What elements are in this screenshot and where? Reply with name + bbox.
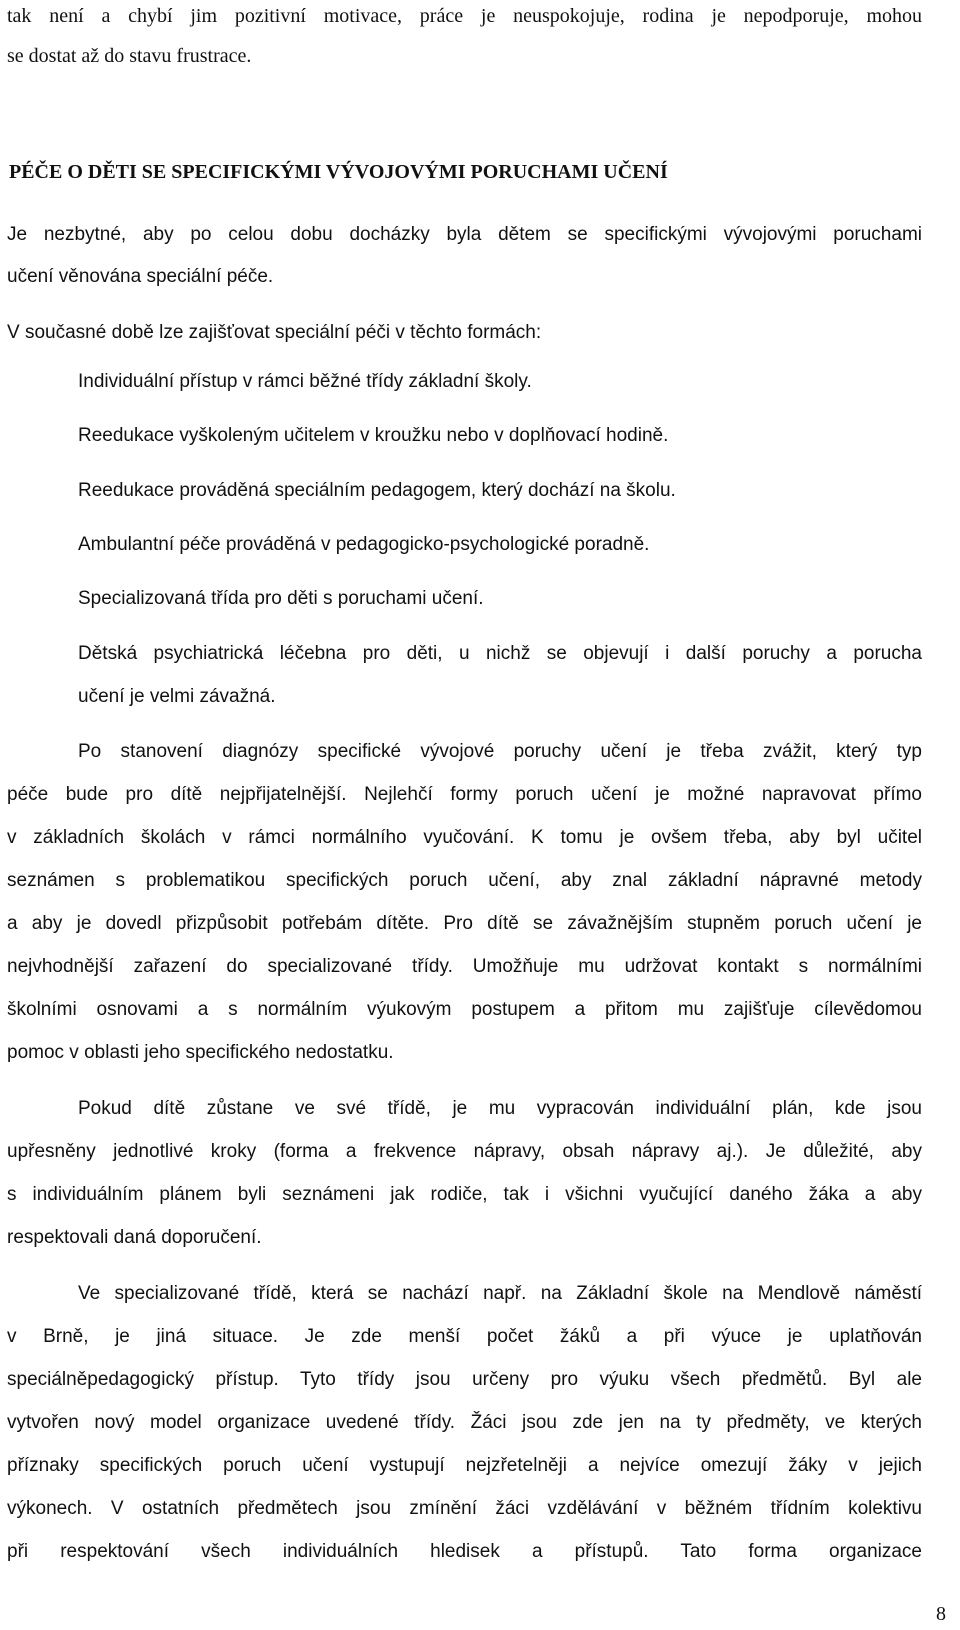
list-item: Ambulantní péče prováděná v pedagogicko-psychologické poradně.	[78, 534, 650, 555]
forms-intro: V současné době lze zajišťovat speciální péči v těchto formách:	[7, 322, 542, 343]
paragraph-line: Pokud dítě zůstane ve své třídě, je mu vypracován individuální plán, kde jsou	[78, 1098, 922, 1119]
paragraph-line: seznámen s problematikou specifických poruch učení, aby znal základní nápravné metody	[7, 870, 922, 891]
paragraph-line: v Brně, je jiná situace. Je zde menší počet žáků a při výuce je uplatňován	[7, 1326, 922, 1347]
paragraph-line: respektovali daná doporučení.	[7, 1227, 262, 1248]
paragraph-line: výkonech. V ostatních předmětech jsou zmínění žáci vzdělávání v běžném třídním kolektivu	[7, 1498, 922, 1519]
paragraph-line: vytvořen nový model organizace uvedené třídy. Žáci jsou zde jen na ty předměty, ve kterých	[7, 1412, 922, 1433]
list-item: učení je velmi závažná.	[78, 686, 276, 707]
list-item: Reedukace vyškoleným učitelem v kroužku nebo v doplňovací hodině.	[78, 425, 669, 446]
paragraph-line: příznaky specifických poruch učení vystupují nejzřetelněji a nejvíce omezují žáky v jejich	[7, 1455, 922, 1476]
paragraph-line: Po stanovení diagnózy specifické vývojové poruchy učení je třeba zvážit, který typ	[78, 741, 922, 762]
paragraph-line: školními osnovami a s normálním výukovým postupem a přitom mu zajišťuje cílevědomou	[7, 999, 922, 1020]
text-line: se dostat až do stavu frustrace.	[7, 45, 252, 67]
list-item: Dětská psychiatrická léčebna pro děti, u nichž se objevují i další poruchy a porucha	[78, 643, 922, 664]
paragraph-line: upřesněny jednotlivé kroky (forma a frekvence nápravy, obsah nápravy aj.). Je důležité, aby	[7, 1141, 922, 1162]
text-line: učení věnována speciální péče.	[7, 266, 274, 287]
text-line: Je nezbytné, aby po celou dobu docházky byla dětem se specifickými vývojovými poruchami	[7, 224, 922, 245]
page-number: 8	[936, 1603, 946, 1625]
list-item: Individuální přístup v rámci běžné třídy základní školy.	[78, 371, 532, 392]
paragraph-line: Ve specializované třídě, která se nachází např. na Základní škole na Mendlově náměstí	[78, 1283, 922, 1304]
text-line: tak není a chybí jim pozitivní motivace, práce je neuspokojuje, rodina je nepodporuje, mohou	[7, 5, 922, 27]
section-heading: PÉČE O DĚTI SE SPECIFICKÝMI VÝVOJOVÝMI PORUCHAMI UČENÍ	[9, 161, 668, 183]
paragraph-line: péče bude pro dítě nejpřijatelnější. Nejlehčí formy poruch učení je možné napravovat přímo	[7, 784, 922, 805]
paragraph-line: nejvhodnější zařazení do specializované třídy. Umožňuje mu udržovat kontakt s normálními	[7, 956, 922, 977]
list-item: Specializovaná třída pro děti s poruchami učení.	[78, 588, 484, 609]
list-item: Reedukace prováděná speciálním pedagogem, který dochází na školu.	[78, 480, 676, 501]
paragraph-line: při respektování všech individuálních hledisek a přístupů. Tato forma organizace	[7, 1541, 922, 1562]
paragraph-line: pomoc v oblasti jeho specifického nedostatku.	[7, 1042, 394, 1063]
paragraph-line: speciálněpedagogický přístup. Tyto třídy jsou určeny pro výuku všech předmětů. Byl ale	[7, 1369, 922, 1390]
paragraph-line: v základních školách v rámci normálního vyučování. K tomu je ovšem třeba, aby byl učitel	[7, 827, 922, 848]
paragraph-line: s individuálním plánem byli seznámeni jak rodiče, tak i všichni vyučující daného žáka a aby	[7, 1184, 922, 1205]
paragraph-line: a aby je dovedl přizpůsobit potřebám dítěte. Pro dítě se závažnějším stupněm poruch učení je	[7, 913, 922, 934]
